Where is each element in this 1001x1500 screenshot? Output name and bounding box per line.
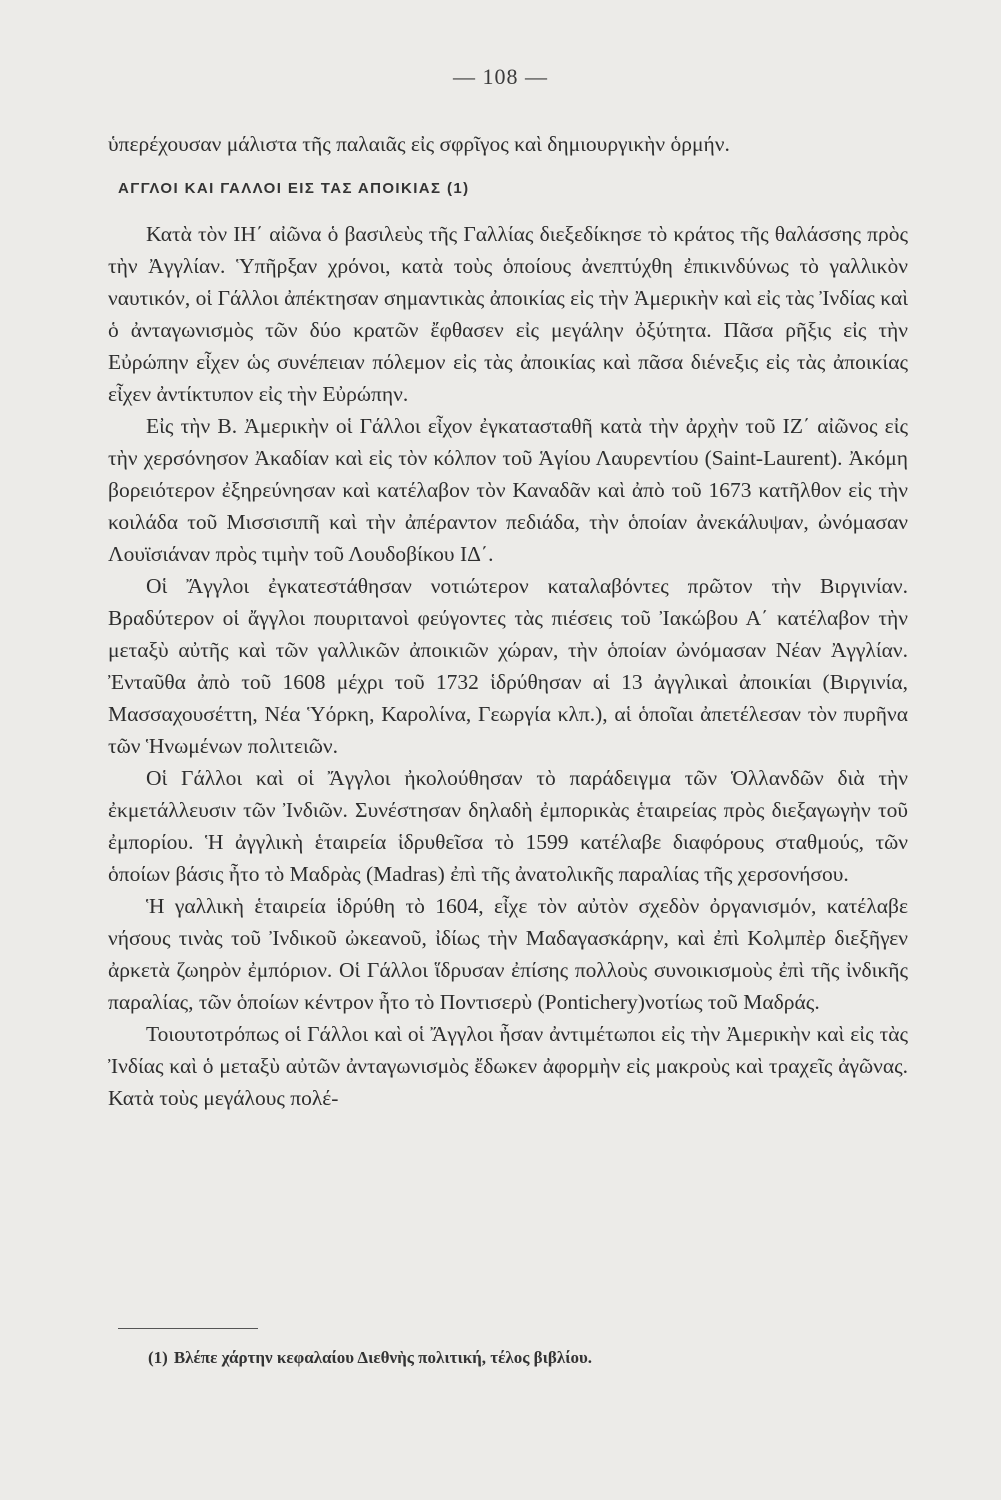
- footnote: [148, 1348, 908, 1368]
- paragraph: Οἱ Ἄγγλοι ἐγκατεστάθησαν νοτιώτερον καταλαβόντες πρῶτον τὴν Βιργινίαν. Βραδύτερον οἱ ἄγγλοι πουριτανοὶ φεύγοντες τὰς πιέσεις τοῦ Ἰακώβου Α΄ κατέλαβον τὴν μεταξὺ αὐτῆς καὶ τῶν γαλλικῶν ἀποικιῶν χώραν, τὴν ὁποίαν ὠνόμασαν Νέαν Ἀγγλίαν. Ἐνταῦθα ἀπὸ τοῦ 1608 μέχρι τοῦ 1732 ἱδρύθησαν αἱ 13 ἀγγλικαὶ ἀποικίαι (Βιργινία, Μασσαχουσέττη, Νέα Ὑόρκη, Καρολίνα, Γεωργία κλπ.), αἱ ὁποῖαι ἀπετέλεσαν τὸν πυρῆνα τῶν Ἡνωμένων πολιτειῶν.: [108, 574, 908, 758]
- body-text: [108, 218, 908, 1114]
- paragraph: Εἰς τὴν Β. Ἀμερικὴν οἱ Γάλλοι εἶχον ἐγκατασταθῆ κατὰ τὴν ἀρχὴν τοῦ ΙΖ΄ αἰῶνος εἰς τὴν χερσόνησον Ἀκαδίαν καὶ εἰς τὸν κόλπον τοῦ Ἁγίου Λαυρεντίου (Saint-Laurent). Ἀκόμη βορειότερον ἐξηρεύνησαν καὶ κατέλαβον τὸν Καναδᾶν καὶ ἀπὸ τοῦ 1673 κατῆλθον εἰς τὴν κοιλάδα τοῦ Μισσισιπῆ καὶ τὴν ἀπέραντον πεδιάδα, τὴν ὁποίαν ἀνεκάλυψαν, ὠνόμασαν Λουϊσιάναν πρὸς τιμὴν τοῦ Λουδοβίκου ΙΔ΄.: [108, 414, 908, 566]
- footnote-divider: [118, 1328, 258, 1329]
- paragraph: Κατὰ τὸν ΙΗ΄ αἰῶνα ὁ βασιλεὺς τῆς Γαλλίας διεξεδίκησε τὸ κράτος τῆς θαλάσσης πρὸς τὴν Ἀγγλίαν. Ὑπῆρξαν χρόνοι, κατὰ τοὺς ὁποίους ἀνεπτύχθη ἐπικινδύνως τὸ γαλλικὸν ναυτικόν, οἱ Γάλλοι ἀπέκτησαν σημαντικὰς ἀποικίας εἰς τὴν Ἀμερικὴν καὶ εἰς τὰς Ἰνδίας καὶ ὁ ἀνταγωνισμὸς τῶν δύο κρατῶν ἔφθασεν εἰς μεγάλην ὀξύτητα. Πᾶσα ρῆξις εἰς τὴν Εὐρώπην εἶχεν ὡς συνέπειαν πόλεμον εἰς τὰς ἀποικίας καὶ πᾶσα διένεξις εἰς τὰς ἀποικίας εἶχεν ἀντίκτυπον εἰς τὴν Εὐρώπην.: [108, 222, 908, 406]
- paragraph: Τοιουτοτρόπως οἱ Γάλλοι καὶ οἱ Ἄγγλοι ἦσαν ἀντιμέτωποι εἰς τὴν Ἀμερικὴν καὶ εἰς τὰς Ἰνδίας καὶ ὁ μεταξὺ αὐτῶν ἀνταγωνισμὸς ἔδωκεν ἀφορμὴν εἰς μακροὺς καὶ τραχεῖς ἀγῶνας. Κατὰ τοὺς μεγάλους πολέ-: [108, 1022, 908, 1110]
- paragraph: Ἡ γαλλικὴ ἑταιρεία ἱδρύθη τὸ 1604, εἶχε τὸν αὐτὸν σχεδὸν ὀργανισμόν, κατέλαβε νήσους τινὰς τοῦ Ἰνδικοῦ ὠκεανοῦ, ἰδίως τὴν Μαδαγασκάρην, καὶ ἐπὶ Κολμπὲρ διεξῆγεν ἀρκετὰ ζωηρὸν ἐμπόριον. Οἱ Γάλλοι ἵδρυσαν ἐπίσης πολλοὺς συνοικισμοὺς ἐπὶ τῆς ἰνδικῆς παραλίας, τῶν ὁποίων κέντρον ἦτο τὸ Ποντισερὺ (Pontichery)νοτίως τοῦ Μαδράς.: [108, 894, 908, 1014]
- footnote-marker: (1): [148, 1348, 168, 1367]
- paragraph: Οἱ Γάλλοι καὶ οἱ Ἄγγλοι ἠκολούθησαν τὸ παράδειγμα τῶν Ὁλλανδῶν διὰ τὴν ἐκμετάλλευσιν τῶν Ἰνδιῶν. Συνέστησαν δηλαδὴ ἐμπορικὰς ἑταιρείας πρὸς διεξαγωγὴν τοῦ ἐμπορίου. Ἡ ἀγγλικὴ ἑταιρεία ἱδρυθεῖσα τὸ 1599 κατέλαβε διαφόρους σταθμούς, τῶν ὁποίων βάσις ἦτο τὸ Μαδρὰς (Madras) ἐπὶ τῆς ἀνατολικῆς παραλίας τῆς χερσονήσου.: [108, 766, 908, 886]
- continuation-line: ὑπερέχουσαν μάλιστα τῆς παλαιᾶς εἰς σφρῖγος καὶ δημιουργικὴν ὁρμήν.: [108, 132, 730, 156]
- page-number: — 108 —: [453, 64, 548, 89]
- footnote-text: Βλέπε χάρτην κεφαλαίου Διεθνὴς πολιτική, τέλος βιβλίου.: [173, 1348, 593, 1367]
- section-heading: ΑΓΓΛΟΙ ΚΑΙ ΓΑΛΛΟΙ ΕΙΣ ΤΑΣ ΑΠΟΙΚΙΑΣ (1): [118, 180, 470, 197]
